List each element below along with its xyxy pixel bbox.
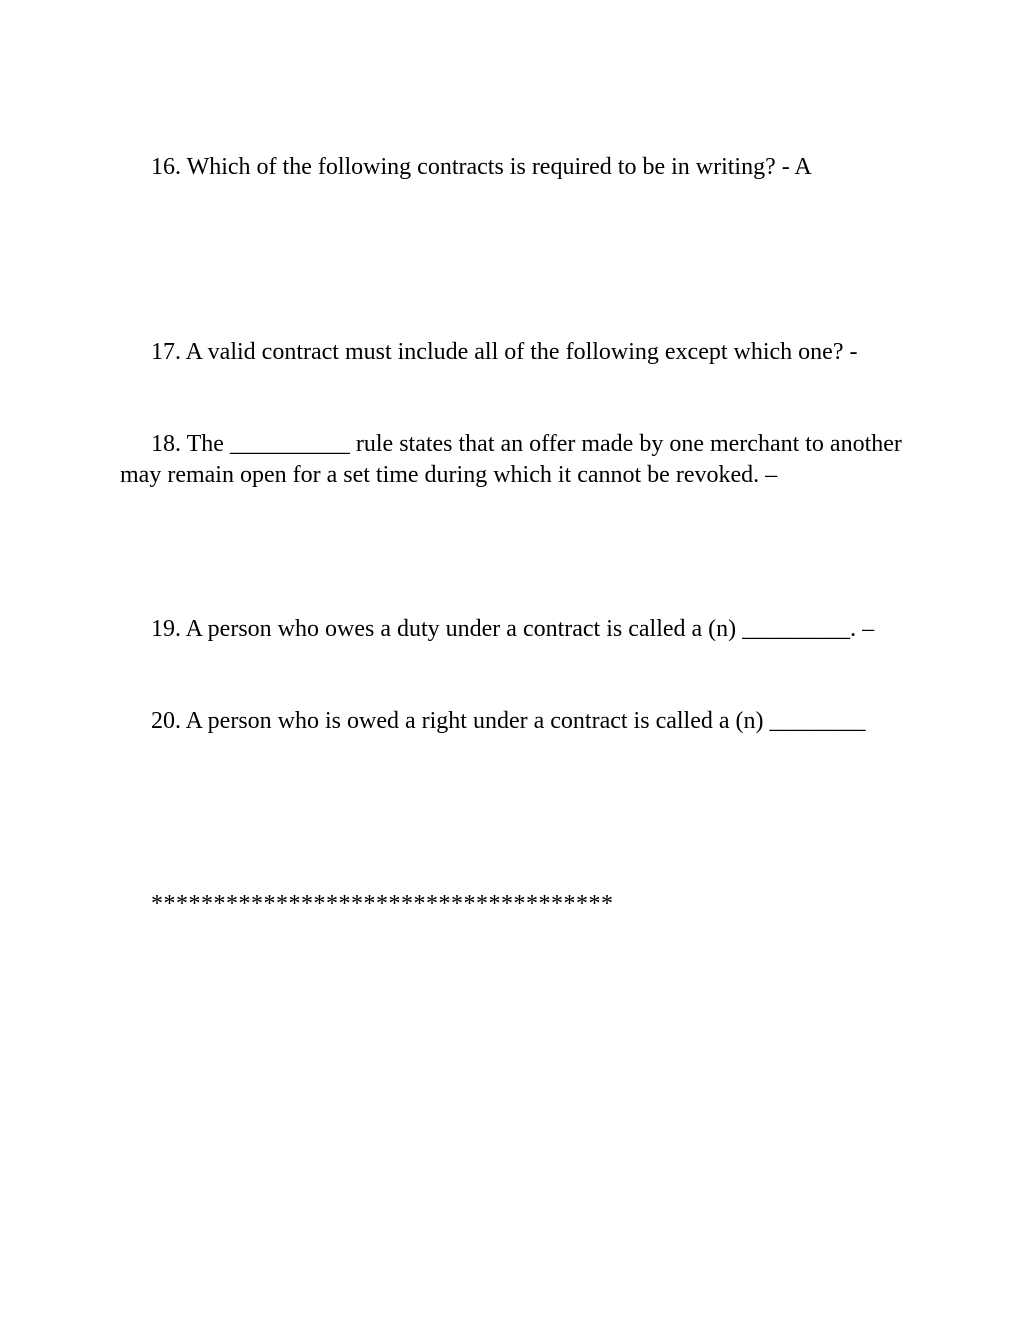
question-17: 17. A valid contract must include all of the following except which one? - [151,339,858,365]
question-16: 16. Which of the following contracts is required to be in writing? - A [151,154,812,180]
question-19: 19. A person who owes a duty under a contract is called a (n) _________. – [151,616,875,642]
question-18: 18. The __________ rule states that an offer made by one merchant to another may remain open for a set time during which it cannot be revoked. – [120,431,902,488]
question-20: 20. A person who is owed a right under a contract is called a (n) ________ [151,708,866,734]
separator-line: ************************************* [151,891,614,917]
